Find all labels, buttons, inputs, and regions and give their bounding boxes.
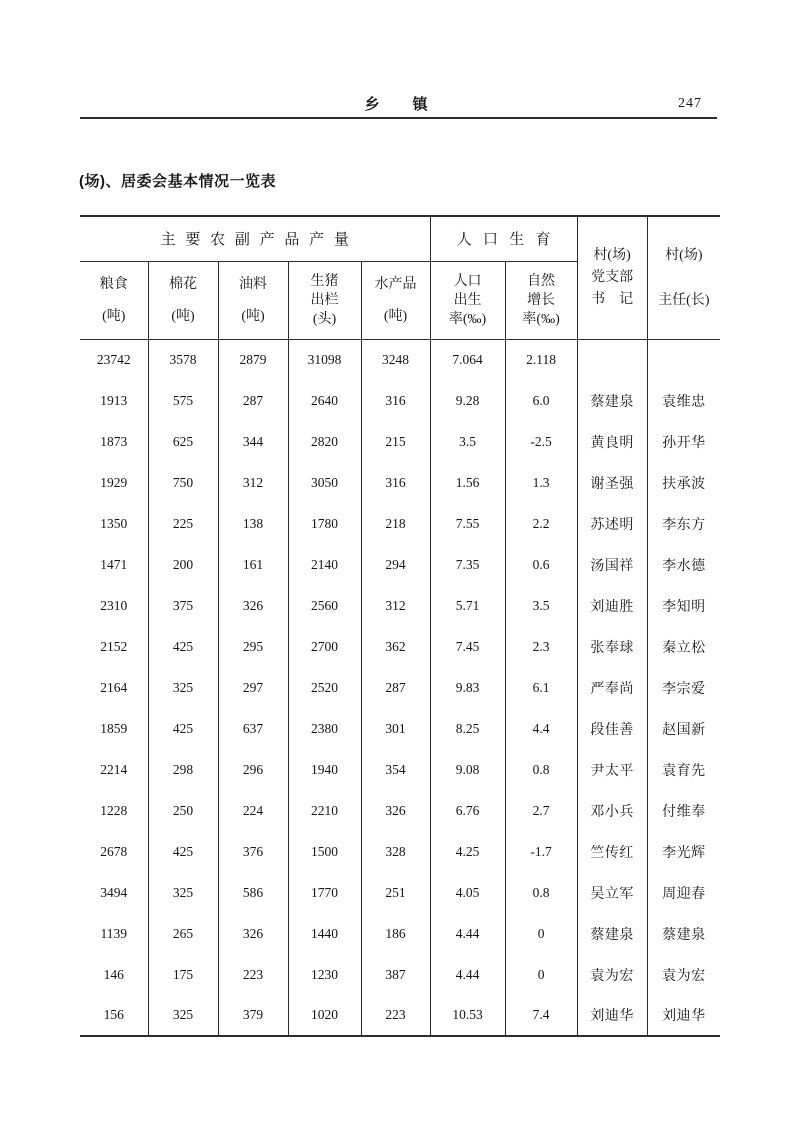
table-cell: 287 — [361, 667, 430, 708]
table-cell: 6.0 — [505, 380, 577, 421]
table-cell: 316 — [361, 380, 430, 421]
table-cell: 575 — [148, 380, 218, 421]
table-cell: 2.7 — [505, 790, 577, 831]
grain-label: 粮食 — [99, 276, 128, 292]
table-cell: 223 — [361, 995, 430, 1036]
cotton-label: 棉花 — [169, 276, 197, 292]
table-cell: 1228 — [80, 790, 148, 831]
table-cell: 汤国祥 — [577, 544, 647, 585]
table-cell: 秦立松 — [662, 640, 706, 656]
table-cell: 3248 — [361, 339, 430, 380]
table-cell: 223 — [218, 954, 288, 995]
table-cell: 1500 — [288, 831, 361, 872]
table-cell: 邓小兵 — [577, 790, 647, 831]
table-cell: 赵国新 — [662, 722, 706, 738]
table-cell: 326 — [218, 913, 288, 954]
table-row — [80, 954, 720, 995]
director-line2: 主任(长) — [658, 292, 710, 308]
page-number: 247 — [678, 96, 702, 111]
table-cell: 297 — [218, 667, 288, 708]
table-cell: 362 — [361, 626, 430, 667]
table-cell: 215 — [361, 421, 430, 462]
table-cell: 251 — [361, 872, 430, 913]
table-cell: 4.25 — [430, 831, 505, 872]
aquatic-label: 水产品 — [374, 276, 417, 292]
table-cell: 1859 — [80, 708, 148, 749]
oil-label: 油料 — [239, 276, 267, 292]
table-row — [80, 831, 720, 872]
table-cell: 225 — [148, 503, 218, 544]
birth-unit: 率(‰) — [448, 311, 487, 327]
table-row — [80, 421, 720, 462]
column-header-pigs — [288, 261, 361, 339]
table-cell: 2210 — [288, 790, 361, 831]
table-cell: 严奉尚 — [577, 667, 647, 708]
table-cell: 3.5 — [430, 421, 505, 462]
table-cell: 刘迪华 — [647, 995, 720, 1036]
table-cell: 2152 — [80, 626, 148, 667]
table-cell: 7.4 — [505, 995, 577, 1036]
table-cell: 袁育先 — [662, 763, 706, 779]
table-cell: 298 — [148, 749, 218, 790]
table-cell: 段佳善 — [577, 708, 647, 749]
table-cell: 328 — [361, 831, 430, 872]
column-header-oil — [218, 261, 288, 339]
table-cell: 扶承波 — [662, 476, 706, 492]
table-row — [80, 380, 720, 421]
table-row — [80, 503, 720, 544]
table-cell: 295 — [218, 626, 288, 667]
table-cell: 3494 — [80, 872, 148, 913]
table-cell: 3578 — [148, 339, 218, 380]
table-cell: 李光辉 — [662, 845, 706, 861]
table-cell: 张奉球 — [577, 626, 647, 667]
table-cell: 376 — [218, 831, 288, 872]
table-cell: 4.4 — [505, 708, 577, 749]
table-cell: 325 — [148, 872, 218, 913]
table-cell: 344 — [218, 421, 288, 462]
table-cell: 1139 — [80, 913, 148, 954]
table-cell: 2164 — [80, 667, 148, 708]
table-cell: 2214 — [80, 749, 148, 790]
table-row — [80, 339, 720, 380]
table-cell: 0.6 — [505, 544, 577, 585]
table-cell: 287 — [218, 380, 288, 421]
group-header-products-label: 主要农副产品产量 — [160, 232, 359, 249]
table-cell: 3.5 — [505, 585, 577, 626]
table-cell: 8.25 — [430, 708, 505, 749]
table-cell: 2.118 — [505, 339, 577, 380]
group-header-population — [430, 216, 577, 261]
birth-line1: 人口 — [453, 273, 482, 289]
table-row — [80, 995, 720, 1036]
table-cell: 1940 — [288, 749, 361, 790]
table-cell: 1780 — [288, 503, 361, 544]
table-cell: 1020 — [288, 995, 361, 1036]
group-header-population-label: 人口生育 — [456, 232, 562, 249]
table-cell: 2310 — [80, 585, 148, 626]
table-cell: 31098 — [288, 339, 361, 380]
table-cell: 161 — [218, 544, 288, 585]
table-row — [80, 872, 720, 913]
table-row — [80, 544, 720, 585]
table-cell: 312 — [218, 462, 288, 503]
table-cell: 265 — [148, 913, 218, 954]
growth-unit: 率(‰) — [522, 311, 560, 327]
table-cell: 425 — [148, 708, 218, 749]
secretary-line2: 党支部 — [591, 269, 634, 285]
table-row — [80, 626, 720, 667]
table-cell: 586 — [218, 872, 288, 913]
table-cell: 黄良明 — [577, 421, 647, 462]
table-cell: 吴立军 — [577, 872, 647, 913]
table-cell — [647, 339, 720, 380]
table-cell: 156 — [80, 995, 148, 1036]
table-cell: 2520 — [288, 667, 361, 708]
table-cell: 蔡建泉 — [577, 913, 647, 954]
table-cell: 1.56 — [430, 462, 505, 503]
table-row — [80, 462, 720, 503]
table-cell: -2.5 — [505, 421, 577, 462]
table-cell — [577, 339, 647, 380]
table-cell: 4.05 — [430, 872, 505, 913]
column-header-birth-rate — [430, 261, 505, 339]
table-cell: 0 — [505, 913, 577, 954]
growth-line1: 自然 — [527, 273, 556, 289]
table-cell: 1471 — [80, 544, 148, 585]
table-cell: 袁为宏 — [662, 968, 706, 984]
table-cell: 刘迪胜 — [577, 585, 647, 626]
table-cell: 2678 — [80, 831, 148, 872]
growth-line2: 增长 — [527, 292, 556, 308]
table-cell: 2700 — [288, 626, 361, 667]
table-cell: 3050 — [288, 462, 361, 503]
table-cell: 尹太平 — [577, 749, 647, 790]
grain-unit: (吨) — [102, 308, 126, 324]
table-cell: 1.3 — [505, 462, 577, 503]
pigs-line2: 出栏 — [310, 292, 339, 308]
director-line1: 村(场) — [665, 247, 703, 263]
table-cell: 2879 — [218, 339, 288, 380]
group-header-row — [80, 216, 720, 261]
table-cell: 李东方 — [662, 517, 706, 533]
table-cell: 9.83 — [430, 667, 505, 708]
table-cell: 4.44 — [430, 954, 505, 995]
table-cell: 23742 — [80, 339, 148, 380]
table-cell: 刘迪华 — [577, 995, 647, 1036]
table-row — [80, 667, 720, 708]
table-cell: 蔡建泉 — [577, 380, 647, 421]
table-header — [80, 216, 720, 339]
table-cell: 0 — [505, 954, 577, 995]
table-cell: 1440 — [288, 913, 361, 954]
table-cell: -1.7 — [505, 831, 577, 872]
table-cell: 2640 — [288, 380, 361, 421]
table-cell: 218 — [361, 503, 430, 544]
table-cell: 326 — [218, 585, 288, 626]
table-cell: 250 — [148, 790, 218, 831]
table-cell: 637 — [218, 708, 288, 749]
column-header-secretary — [577, 216, 647, 339]
table-cell: 袁维忠 — [662, 394, 706, 410]
table-cell: 354 — [361, 749, 430, 790]
statistics-table — [80, 215, 720, 1037]
column-header-growth-rate — [505, 261, 577, 339]
table-cell: 296 — [218, 749, 288, 790]
table-cell: 袁为宏 — [577, 954, 647, 995]
table-cell: 李宗爱 — [662, 681, 706, 697]
table-row — [80, 708, 720, 749]
table-cell: 750 — [148, 462, 218, 503]
table-cell: 312 — [361, 585, 430, 626]
table-cell: 周迎春 — [662, 886, 706, 902]
table-cell: 138 — [218, 503, 288, 544]
table-cell: 竺传红 — [577, 831, 647, 872]
birth-line2: 出生 — [453, 292, 482, 308]
table-cell: 蔡建泉 — [662, 927, 706, 943]
table-row — [80, 585, 720, 626]
header-rule — [80, 117, 717, 119]
table-cell: 2820 — [288, 421, 361, 462]
table-cell: 苏述明 — [577, 503, 647, 544]
table-cell: 2.3 — [505, 626, 577, 667]
table-cell: 1350 — [80, 503, 148, 544]
table-cell: 625 — [148, 421, 218, 462]
table-cell: 李知明 — [662, 599, 706, 615]
table-cell: 李水德 — [662, 558, 706, 574]
table-cell: 379 — [218, 995, 288, 1036]
table-cell: 7.55 — [430, 503, 505, 544]
table-cell: 7.45 — [430, 626, 505, 667]
table-cell: 1913 — [80, 380, 148, 421]
table-cell: 0.8 — [505, 749, 577, 790]
table-cell: 326 — [361, 790, 430, 831]
column-header-grain — [80, 261, 148, 339]
pigs-unit: (头) — [312, 311, 337, 327]
table-cell: 4.44 — [430, 913, 505, 954]
table-cell: 1230 — [288, 954, 361, 995]
table-cell: 2140 — [288, 544, 361, 585]
cotton-unit: (吨) — [171, 308, 195, 324]
secretary-line3: 书 记 — [591, 291, 634, 307]
table-cell: 10.53 — [430, 995, 505, 1036]
table-cell: 387 — [361, 954, 430, 995]
table-cell: 0.8 — [505, 872, 577, 913]
table-cell: 325 — [148, 995, 218, 1036]
table-row — [80, 790, 720, 831]
table-cell: 325 — [148, 667, 218, 708]
table-cell: 谢圣强 — [577, 462, 647, 503]
group-header-products — [80, 216, 430, 261]
column-header-director — [647, 216, 720, 339]
table-cell: 2.2 — [505, 503, 577, 544]
table-cell: 7.35 — [430, 544, 505, 585]
table-cell: 孙开华 — [662, 435, 706, 451]
oil-unit: (吨) — [241, 308, 265, 324]
table-row — [80, 749, 720, 790]
table-row — [80, 913, 720, 954]
table-cell: 425 — [148, 831, 218, 872]
table-cell: 186 — [361, 913, 430, 954]
table-cell: 6.76 — [430, 790, 505, 831]
table-cell: 6.1 — [505, 667, 577, 708]
secretary-line1: 村(场) — [593, 247, 631, 263]
table-cell: 付维奉 — [662, 804, 706, 820]
table-cell: 2560 — [288, 585, 361, 626]
table-cell: 1929 — [80, 462, 148, 503]
table-cell: 224 — [218, 790, 288, 831]
table-cell: 7.064 — [430, 339, 505, 380]
column-header-cotton — [148, 261, 218, 339]
table-cell: 200 — [148, 544, 218, 585]
table-cell: 175 — [148, 954, 218, 995]
table-cell: 5.71 — [430, 585, 505, 626]
pigs-line1: 生猪 — [310, 273, 339, 289]
table-cell: 301 — [361, 708, 430, 749]
column-header-aquatic — [361, 261, 430, 339]
table-body — [80, 339, 720, 1036]
table-cell: 9.28 — [430, 380, 505, 421]
table-cell: 1873 — [80, 421, 148, 462]
table-cell: 2380 — [288, 708, 361, 749]
running-title: 乡 镇 — [364, 96, 429, 113]
table-cell: 294 — [361, 544, 430, 585]
table-cell: 425 — [148, 626, 218, 667]
table-cell: 9.08 — [430, 749, 505, 790]
table-cell: 316 — [361, 462, 430, 503]
aquatic-unit: (吨) — [383, 308, 408, 324]
table-cell: 375 — [148, 585, 218, 626]
table-cell: 1770 — [288, 872, 361, 913]
table-cell: 146 — [80, 954, 148, 995]
section-title: (场)、居委会基本情况一览表 — [79, 173, 276, 190]
